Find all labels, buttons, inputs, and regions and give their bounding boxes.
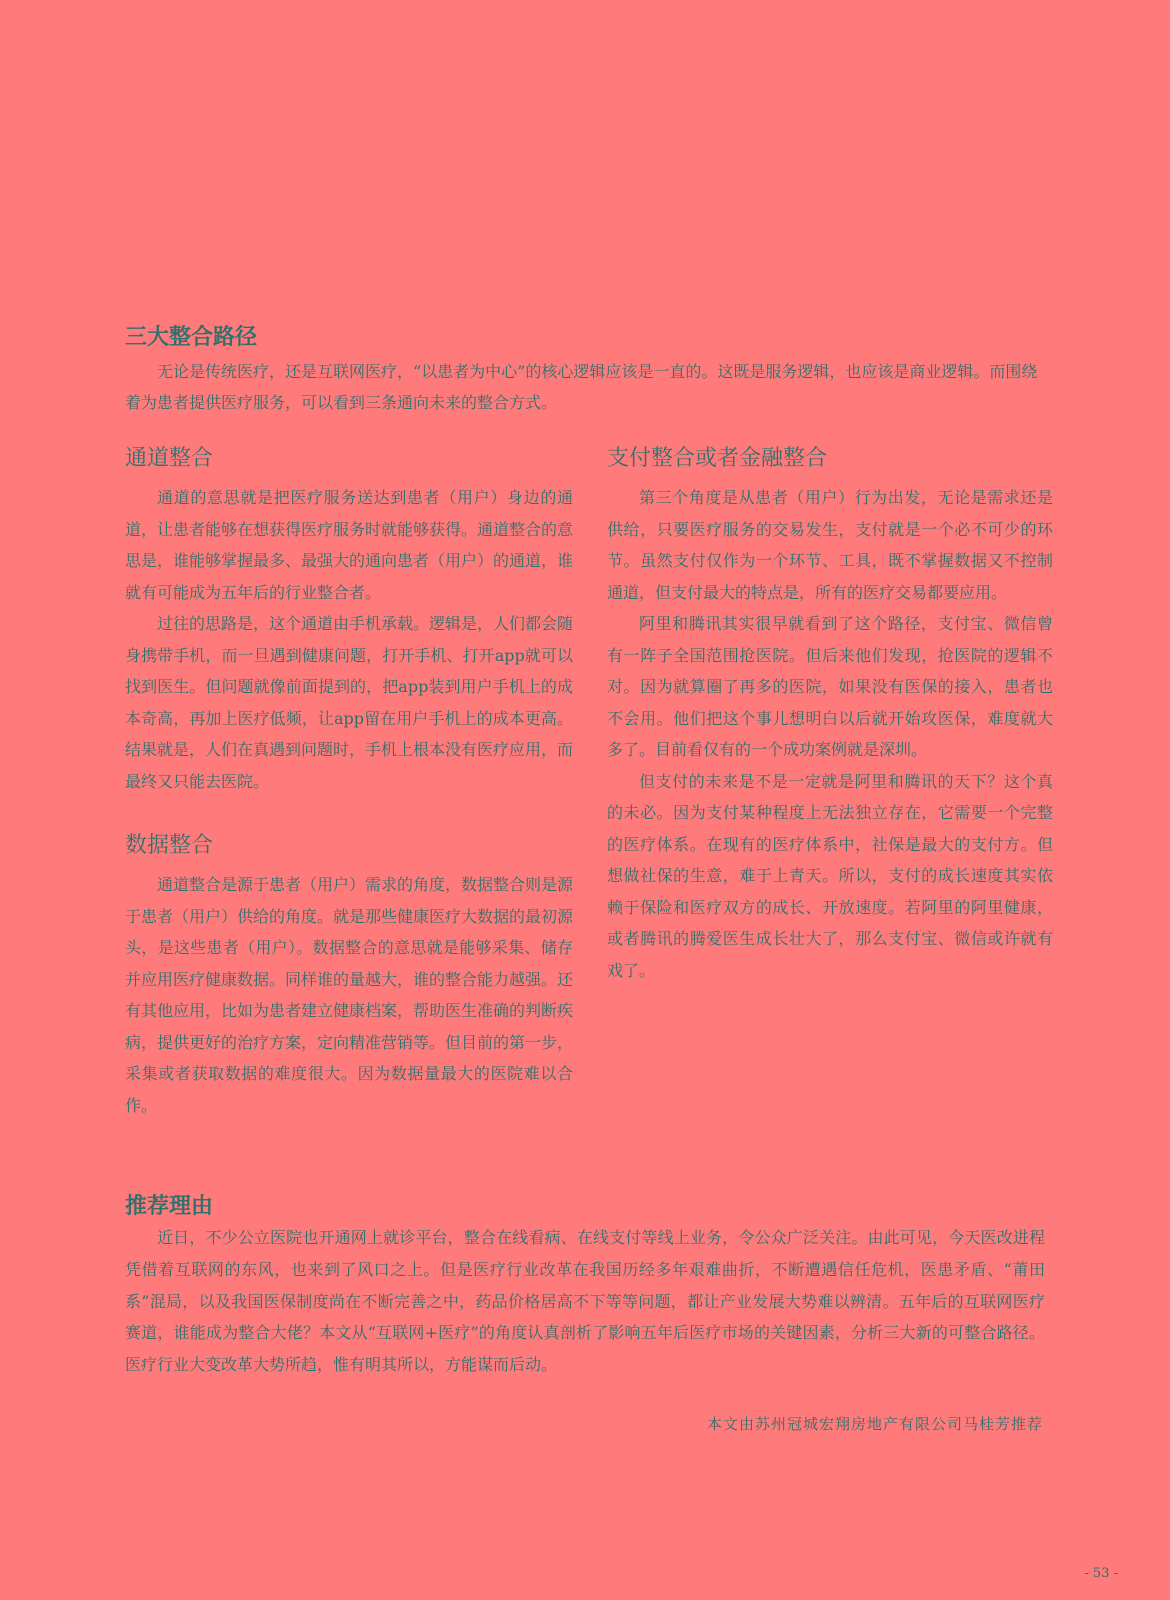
payment-integration-title: 支付整合或者金融整合 xyxy=(607,446,828,471)
data-integration-title: 数据整合 xyxy=(125,833,214,858)
payment-paragraph-2: 阿里和腾讯其实很早就看到了这个路径，支付宝、微信曾有一阵子全国范围抢医院。但后来他们发现，抢医院的逻辑不对。因为就算圈了再多的医院，如果没有医保的接入，患者也不会用。他们把这个事儿想明白以后就开始攻医保，难度就大多了。目前看仅有的一个成功案例就是深圳。 xyxy=(607,614,1053,759)
recommendation-credit: 本文由苏州冠城宏翔房地产有限公司马桂芳推荐 xyxy=(706,1415,1043,1433)
recommendation-paragraph: 近日，不少公立医院也开通网上就诊平台，整合在线看病、在线支付等线上业务，令公众广泛关注。由此可见，今天医改进程凭借着互联网的东风，也来到了风口之上。但是医疗行业改革在我国历经多年艰难曲折，不断遭遇信任危机，医患矛盾、“莆田系”混局，以及我国医保制度尚在不断完善之中，药品价格居高不下等等问题，都让产业发展大势难以辨清。五年后的互联网医疗赛道，谁能成为整合大佬？本文从“互联网+医疗”的角度认真剖析了影响五年后医疗市场的关键因素，分析三大新的可整合路径。医疗行业大变改革大势所趋，惟有明其所以，方能谋而后动。 xyxy=(125,1228,1045,1375)
data-integration-paragraph-1: 通道整合是源于患者（用户）需求的角度，数据整合则是源于患者（用户）供给的角度。就是那些健康医疗大数据的最初源头，是这些患者（用户）。数据整合的意思就是能够采集、储存并应用医疗健康数据。同样谁的量越大，谁的整合能力越强。还有其他应用，比如为患者建立健康档案，帮助医生准确的判断疾病，提供更好的治疗方案，定向精准营销等。但目前的第一步，采集或者获取数据的难度很大。因为数据量最大的医院难以合作。 xyxy=(125,875,574,1115)
recommendation-title: 推荐理由 xyxy=(125,1194,214,1219)
channel-integration-section xyxy=(125,444,573,797)
page-number: - 53 - xyxy=(1084,1566,1118,1581)
payment-integration-section xyxy=(607,444,1053,986)
channel-integration-title: 通道整合 xyxy=(125,446,214,471)
channel-paragraph-1: 通道的意思就是把医疗服务送达到患者（用户）身边的通道，让患者能够在想获得医疗服务时就能够获得。通道整合的意思是，谁能够掌握最多、最强大的通向患者（用户）的通道，谁就有可能成为五年后的行业整合者。 xyxy=(125,488,574,602)
section-title-integration-paths: 三大整合路径 xyxy=(125,325,258,350)
payment-paragraph-1: 第三个角度是从患者（用户）行为出发，无论是需求还是供给，只要医疗服务的交易发生，支付就是一个必不可少的环节。虽然支付仅作为一个环节、工具，既不掌握数据又不控制通道，但支付最大的特点是，所有的医疗交易都要应用。 xyxy=(607,488,1053,602)
data-integration-section xyxy=(125,831,573,1121)
intro-paragraph: 无论是传统医疗，还是互联网医疗，“以患者为中心”的核心逻辑应该是一直的。这既是服务逻辑，也应该是商业逻辑。而围绕着为患者提供医疗服务，可以看到三条通向未来的整合方式。 xyxy=(125,362,1038,412)
channel-paragraph-2: 过往的思路是，这个通道由手机承载。逻辑是，人们都会随身携带手机，而一旦遇到健康问题，打开手机、打开app就可以找到医生。但问题就像前面提到的，把app装到用户手机上的成本奇高，再加上医疗低频，让app留在用户手机上的成本更高。结果就是，人们在真遇到问题时，手机上根本没有医疗应用，而最终又只能去医院。 xyxy=(125,614,574,791)
payment-paragraph-3: 但支付的未来是不是一定就是阿里和腾讯的天下？这个真的未必。因为支付某种程度上无法独立存在，它需要一个完整的医疗体系。在现有的医疗体系中，社保是最大的支付方。但想做社保的生意，难于上青天。所以，支付的成长速度其实依赖于保险和医疗双方的成长、开放速度。若阿里的阿里健康，或者腾讯的腾爱医生成长壮大了，那么支付宝、微信或许就有戏了。 xyxy=(607,771,1053,980)
